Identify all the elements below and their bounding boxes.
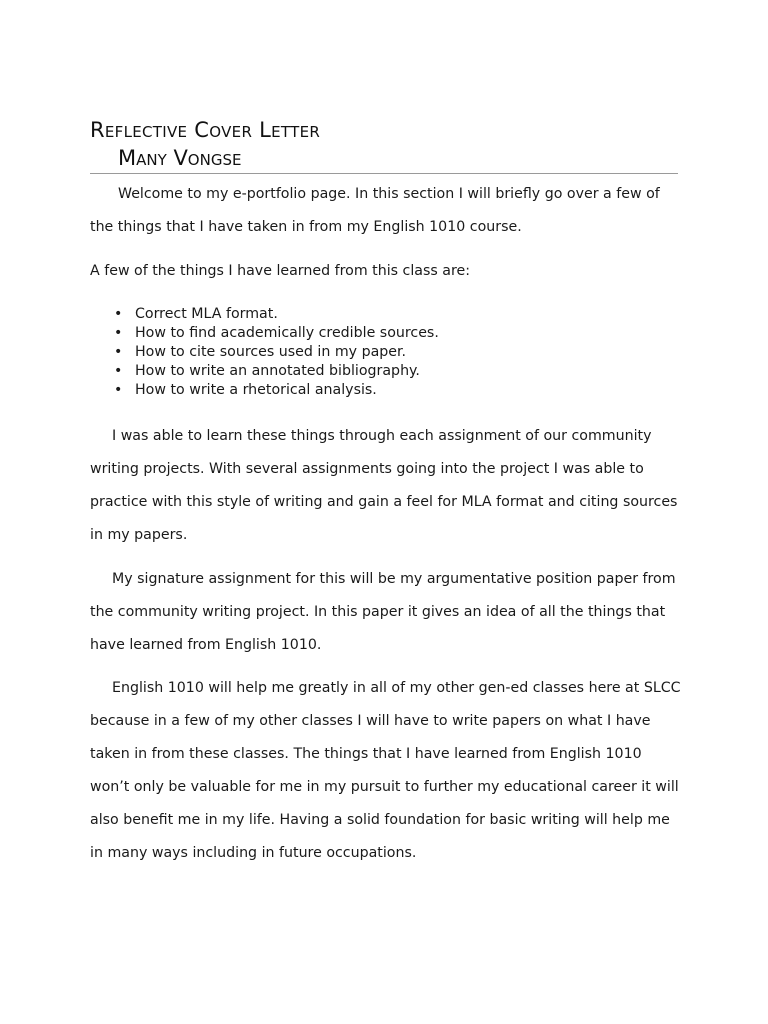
- list-item: [90, 381, 650, 400]
- list-item: [90, 324, 650, 343]
- list-item-text: How to cite sources used in my paper.: [135, 344, 407, 360]
- bullet-icon: •: [114, 363, 123, 379]
- bullet-icon: •: [114, 325, 123, 341]
- author-name: Many Vongse: [118, 146, 242, 170]
- title-divider: [90, 173, 678, 174]
- paragraph-future-value: English 1010 will help me greatly in all of my other gen-ed classes here at SLCC because in a few of my other classes I will have to write papers on what I have taken in from these classes. The things that I have learned from English 1010 won’t only be valuable for me in my pursuit to further my educational career it will also benefit me in my life. Having a solid foundation for basic writing will help me in many ways including in future occupations.: [90, 680, 681, 861]
- list-item-text: Correct MLA format.: [135, 306, 278, 322]
- paragraph-learning: I was able to learn these things through each assignment of our community writing projects. With several assignments going into the project I was able to practice with this style of writing and gain a feel for MLA format and citing sources in my papers.: [90, 428, 678, 543]
- intro-paragraph: Welcome to my e-portfolio page. In this section I will briefly go over a few of the things that I have taken in from my English 1010 course.: [90, 186, 660, 235]
- learned-list: [90, 305, 650, 400]
- list-intro: A few of the things I have learned from this class are:: [90, 263, 470, 279]
- list-item-text: How to find academically credible sources.: [135, 325, 439, 341]
- list-item: [90, 362, 650, 381]
- bullet-icon: •: [114, 382, 123, 398]
- list-item-text: How to write an annotated bibliography.: [135, 363, 420, 379]
- list-item-text: How to write a rhetorical analysis.: [135, 382, 377, 398]
- list-item: [90, 305, 650, 324]
- paragraph-signature-assignment: My signature assignment for this will be my argumentative position paper from the community writing project. In this paper it gives an idea of all the things that have learned from English 1010.: [90, 571, 676, 653]
- document-title: Reflective Cover Letter: [90, 118, 321, 142]
- title-block: [90, 116, 678, 172]
- list-item: [90, 343, 650, 362]
- bullet-icon: •: [114, 306, 123, 322]
- bullet-icon: •: [114, 344, 123, 360]
